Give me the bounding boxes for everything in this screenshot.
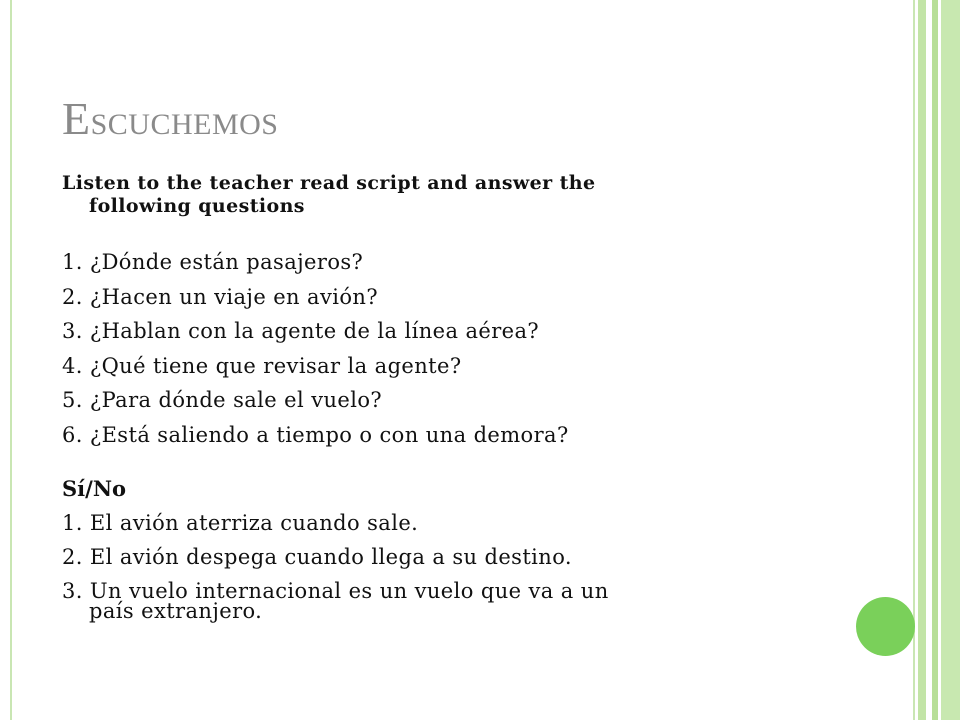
list-item: 3. ¿Hablan con la agente de la línea aérea? — [62, 319, 540, 343]
instructions — [62, 172, 802, 218]
decorative-circle — [856, 597, 915, 656]
list-item — [62, 540, 802, 574]
list-item — [62, 506, 802, 540]
list-item: 1. ¿Dónde están pasajeros? — [62, 250, 364, 274]
decorative-band — [918, 0, 926, 720]
title-initial: E — [62, 93, 91, 144]
true-false-list — [62, 506, 802, 622]
item-text-continued: país extranjero. — [89, 599, 263, 623]
list-item: 5. ¿Para dónde sale el vuelo? — [62, 388, 383, 412]
slide-title — [62, 92, 279, 145]
list-item: 2. ¿Hacen un viaje en avión? — [62, 284, 378, 309]
item-text: 1. El avión aterriza cuando sale. — [62, 511, 419, 535]
instructions-line-1: Listen to the teacher read script and answer the — [62, 172, 596, 194]
section-heading: Sí/No — [62, 476, 127, 501]
list-item — [62, 574, 802, 622]
list-item: 6. ¿Está saliendo a tiempo o con una demora? — [62, 422, 569, 447]
item-text: 2. El avión despega cuando llega a su destino. — [62, 545, 572, 569]
item-text: 3. Un vuelo internacional es un vuelo que va a un — [62, 579, 609, 603]
slide-body — [62, 172, 802, 622]
title-rest: SCUCHEMOS — [90, 108, 279, 141]
decorative-band — [941, 0, 960, 720]
question-list — [62, 245, 802, 452]
instructions-line-2: following questions — [89, 195, 305, 217]
list-item: 4. ¿Qué tiene que revisar la agente? — [62, 353, 462, 378]
